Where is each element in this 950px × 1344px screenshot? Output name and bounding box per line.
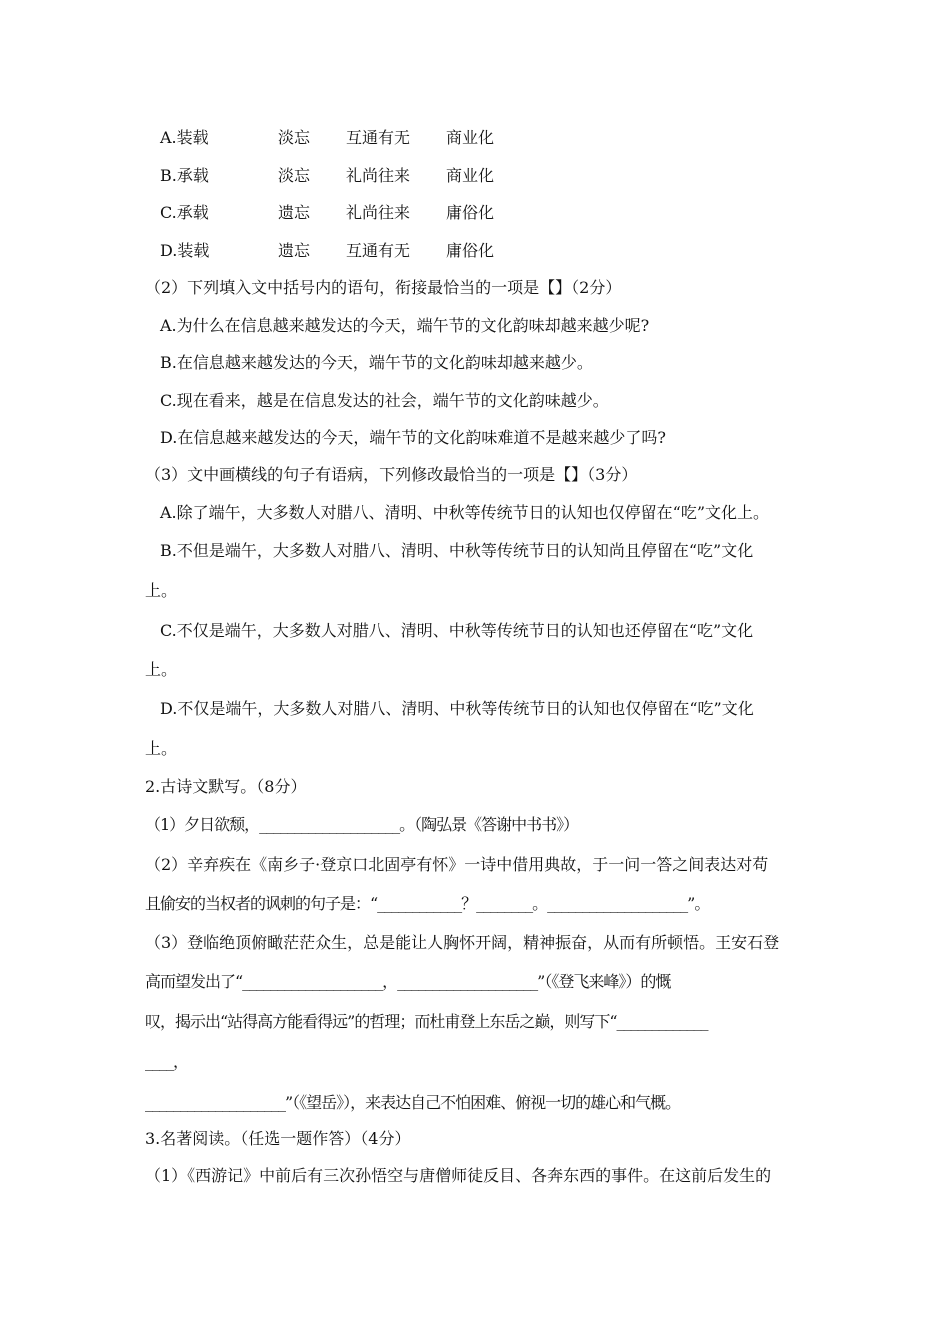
option-cell: 庸俗化 (446, 203, 495, 222)
fill-in-question: 叹，揭示出“站得高方能看得远”的哲理；而杜甫登上东岳之巅，则写下“_____________ (145, 1012, 708, 1031)
option-cell: 淡忘 (278, 166, 311, 185)
fill-in-question: ____________________”（《望岳》），来表达自己不怕困难、俯视一切的雄心和气概。 (145, 1093, 681, 1112)
option-cell: B.承载 (160, 166, 209, 185)
option-text: B.不但是端午，大多数人对腊八、清明、中秋等传统节日的认知尚且停留在“吃”文化 (160, 541, 754, 560)
option-cell: A.装载 (160, 128, 209, 147)
option-text: D.在信息越来越发达的今天，端午节的文化韵味难道不是越来越少了吗? (160, 428, 666, 447)
option-cell: 互通有无 (346, 128, 411, 147)
option-text: B.在信息越来越发达的今天，端午节的文化韵味却越来越少。 (160, 353, 593, 372)
fill-in-question: （2）辛弃疾在《南乡子·登京口北固亭有怀》一诗中借用典故，于一问一答之间表达对苟 (145, 855, 769, 874)
option-text: A.为什么在信息越来越发达的今天，端午节的文化韵味却越来越少呢? (160, 316, 650, 335)
reading-question: （1）《西游记》中前后有三次孙悟空与唐僧师徒反目、各奔东西的事件。在这前后发生的 (145, 1166, 772, 1185)
option-text-continued: 上。 (145, 660, 178, 679)
option-text: C.不仅是端午，大多数人对腊八、清明、中秋等传统节日的认知也还停留在“吃”文化 (160, 621, 754, 640)
option-cell: 商业化 (446, 166, 495, 185)
option-cell: 遗忘 (278, 241, 311, 260)
option-cell: 淡忘 (278, 128, 311, 147)
option-cell: 礼尚往来 (346, 203, 411, 222)
fill-in-question: （1）夕日欲颓，____________________。（陶弘景《答谢中书书》） (145, 815, 579, 834)
section-heading: 3.名著阅读。（任选一题作答）（4分） (145, 1129, 411, 1148)
option-cell: C.承载 (160, 203, 209, 222)
option-cell: 互通有无 (346, 241, 411, 260)
option-text-continued: 上。 (145, 581, 178, 600)
fill-in-question: （3）登临绝顶俯瞰茫茫众生，总是能让人胸怀开阔，精神振奋，从而有所顿悟。王安石登 (145, 933, 780, 952)
option-text: C.现在看来，越是在信息发达的社会，端午节的文化韵味越少。 (160, 391, 609, 410)
option-text: A.除了端午，大多数人对腊八、清明、中秋等传统节日的认知也仅停留在“吃”文化上。 (160, 503, 770, 522)
option-text-continued: 上。 (145, 739, 178, 758)
fill-in-question: 且偷安的当权者的讽刺的句子是：“____________？________。____________________”。 (145, 894, 710, 913)
question-3-stem: （3）文中画横线的句子有语病，下列修改最恰当的一项是【】（3分） (145, 465, 638, 484)
option-cell: 庸俗化 (446, 241, 495, 260)
question-2-stem: （2）下列填入文中括号内的语句，衔接最恰当的一项是【】（2分） (145, 278, 622, 297)
option-cell: 礼尚往来 (346, 166, 411, 185)
fill-in-question: ____， (145, 1052, 189, 1071)
fill-in-question: 高而望发出了“____________________，____________________”（《登飞来峰》）的慨 (145, 972, 671, 991)
option-cell: 商业化 (446, 128, 495, 147)
option-cell: D.装载 (160, 241, 210, 260)
option-text: D.不仅是端午，大多数人对腊八、清明、中秋等传统节日的认知也仅停留在“吃”文化 (160, 699, 754, 718)
section-heading: 2.古诗文默写。（8分） (145, 777, 307, 796)
option-cell: 遗忘 (278, 203, 311, 222)
